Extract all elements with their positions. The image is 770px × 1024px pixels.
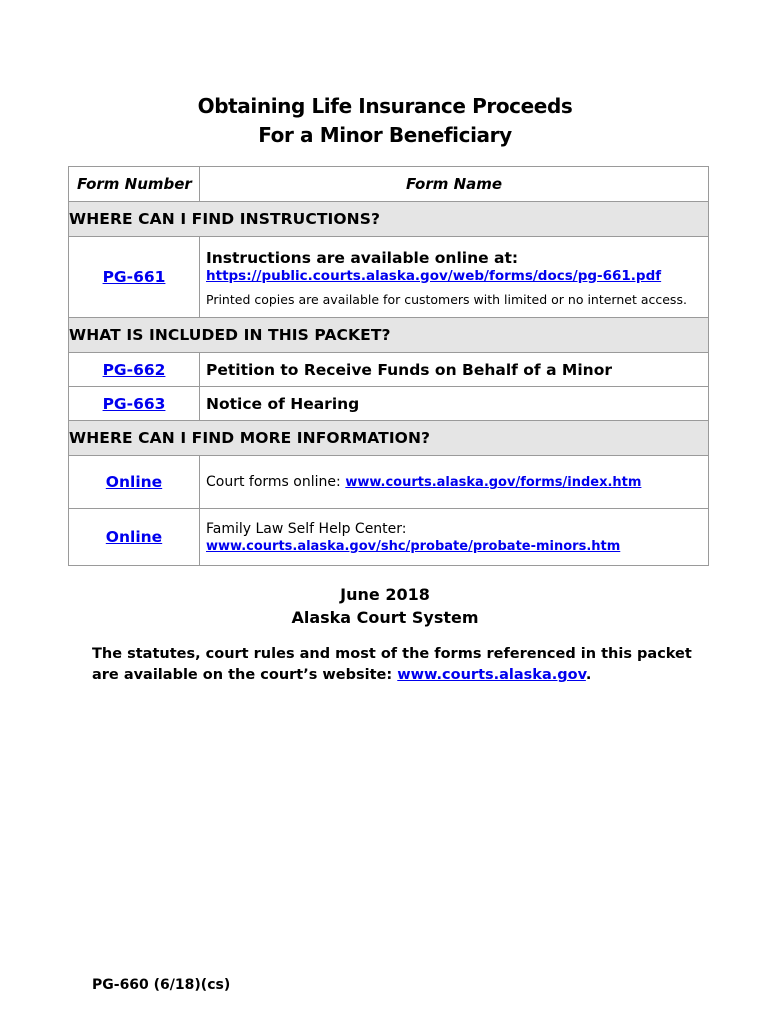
online-link-court-forms[interactable]: Online	[105, 473, 163, 491]
form-link-pg-661[interactable]: PG-661	[102, 268, 166, 286]
section-more-info	[69, 421, 709, 456]
instructions-url-link[interactable]: https://public.courts.alaska.gov/web/forms/docs/pg-661.pdf	[206, 267, 662, 284]
printed-copies-note: Printed copies are available for customers with limited or no internet access.	[206, 291, 687, 307]
self-help-url-link[interactable]: www.courts.alaska.gov/shc/probate/probate-minors.htm	[206, 539, 621, 554]
table-row	[69, 353, 709, 387]
publication-date: June 2018	[340, 585, 430, 604]
website-note	[92, 644, 712, 686]
form-name-pg-663: Notice of Hearing	[200, 387, 709, 421]
table-row	[69, 509, 709, 566]
section-instructions-label: WHERE CAN I FIND INSTRUCTIONS?	[69, 202, 709, 237]
form-name-pg-662: Petition to Receive Funds on Behalf of a Minor	[200, 353, 709, 387]
website-note-end: .	[585, 667, 592, 683]
section-instructions	[69, 202, 709, 237]
table-header-row	[69, 167, 709, 202]
title-line-1: Obtaining Life Insurance Proceeds	[197, 94, 573, 118]
website-note-text: The statutes, court rules and most of the forms referenced in this packet are available on the court’s website:	[92, 646, 692, 683]
section-more-info-label: WHERE CAN I FIND MORE INFORMATION?	[69, 421, 709, 456]
self-help-label: Family Law Self Help Center:	[206, 521, 407, 537]
header-form-number: Form Number	[69, 167, 200, 202]
header-form-name: Form Name	[200, 167, 709, 202]
form-link-pg-662[interactable]: PG-662	[102, 360, 166, 379]
title-line-2: For a Minor Beneficiary	[258, 123, 512, 147]
publisher: Alaska Court System	[291, 608, 479, 627]
form-link-pg-663[interactable]: PG-663	[102, 394, 166, 413]
document-title	[0, 92, 770, 150]
table-row	[69, 387, 709, 421]
instructions-heading: Instructions are available online at:	[206, 248, 519, 267]
form-id-footer: PG-660 (6/18)(cs)	[92, 977, 231, 993]
section-packet-label: WHAT IS INCLUDED IN THIS PACKET?	[69, 318, 709, 353]
court-forms-label: Court forms online:	[206, 474, 341, 490]
section-packet	[69, 318, 709, 353]
forms-table	[68, 166, 709, 566]
court-forms-url-link[interactable]: www.courts.alaska.gov/forms/index.htm	[345, 475, 642, 490]
court-website-link[interactable]: www.courts.alaska.gov	[397, 667, 586, 683]
online-link-self-help[interactable]: Online	[105, 528, 163, 546]
publication-info	[0, 583, 770, 629]
table-row	[69, 456, 709, 509]
table-row	[69, 237, 709, 318]
